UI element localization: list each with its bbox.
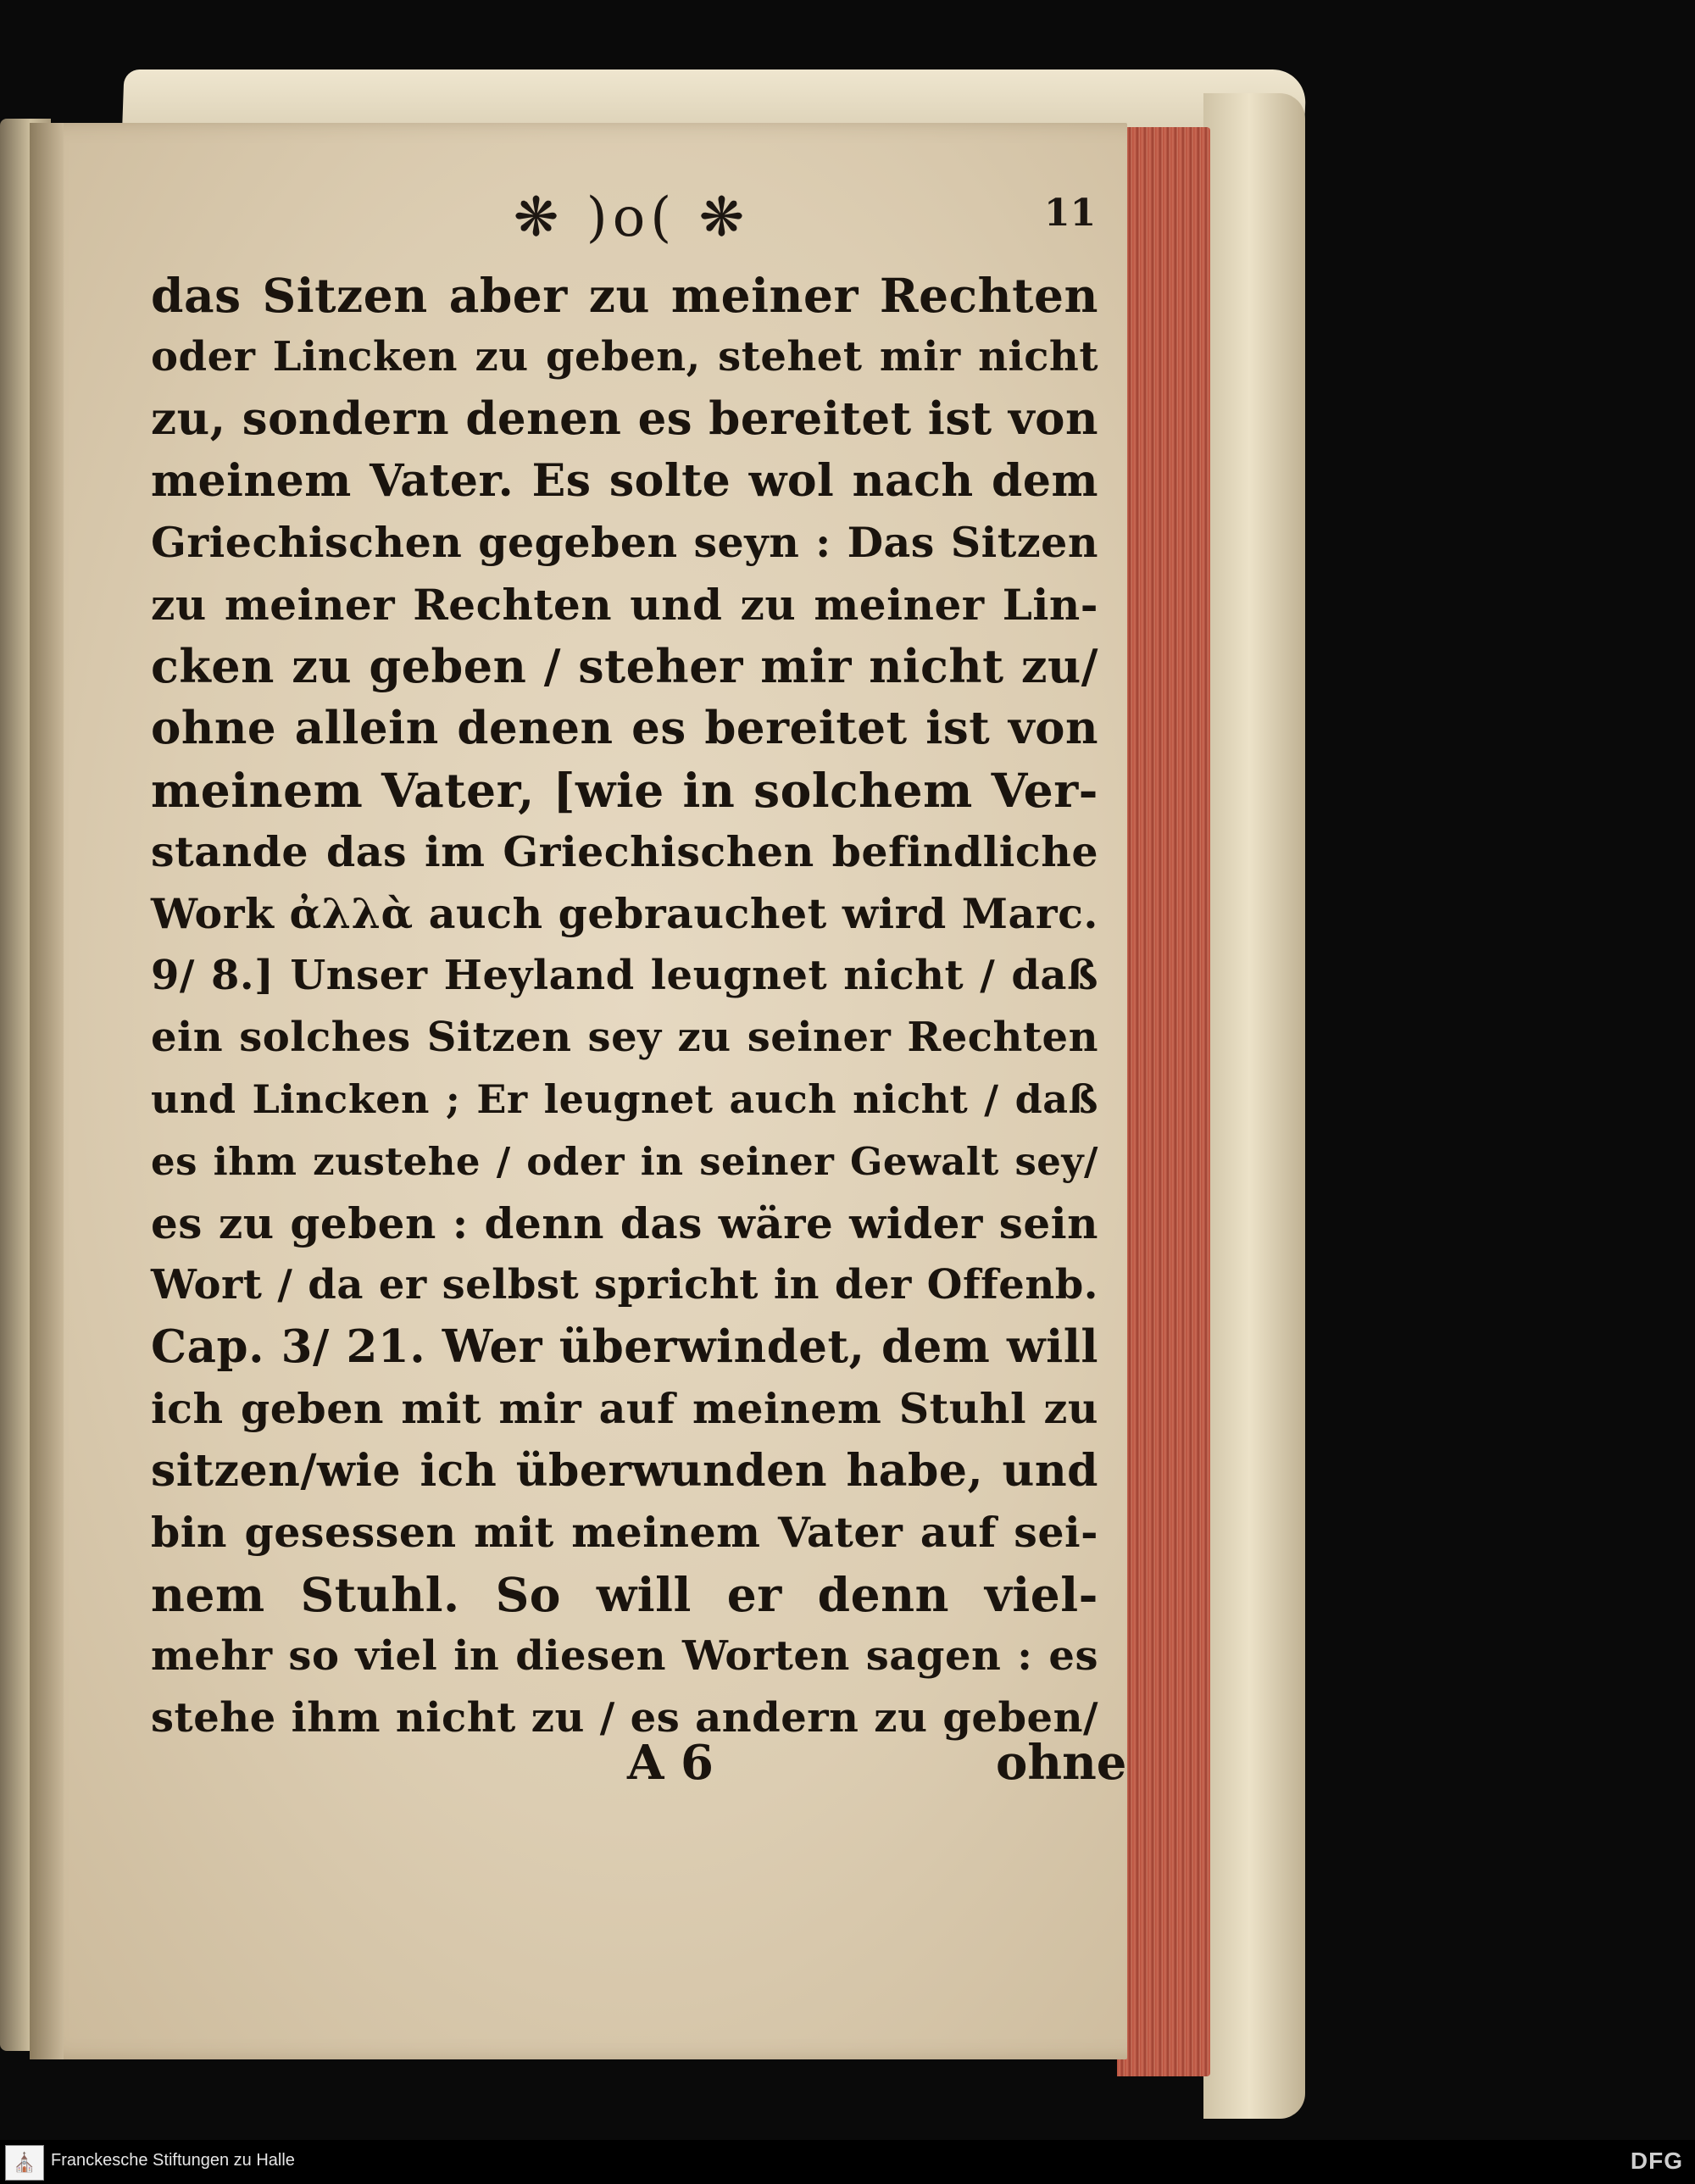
viewer-footer-bar xyxy=(0,2140,1695,2184)
library-name[interactable]: Franckesche Stiftungen zu Halle xyxy=(51,2151,295,2170)
dfg-logo[interactable]: DFG xyxy=(1630,2148,1683,2174)
text-line: und Lincken ; Er leugnet auch nicht / daß xyxy=(151,1076,1098,1122)
text-line: Cap. 3/ 21. Wer überwindet, dem will xyxy=(151,1320,1098,1373)
text-line: oder Lincken zu geben, stehet mir nicht xyxy=(151,333,1098,381)
text-line: cken zu geben / steher mir nicht zu/ xyxy=(151,639,1098,693)
text-line: Griechischen gegeben seyn : Das Sitzen xyxy=(151,518,1098,567)
header-ornament: ❋ )o( ❋ xyxy=(513,186,750,249)
red-page-edges xyxy=(1117,127,1210,2076)
text-line: stehe ihm nicht zu / es andern zu geben/ xyxy=(151,1694,1098,1742)
page-number: 11 xyxy=(1044,192,1097,235)
text-line: meinem Vater, [wie in solchem Ver- xyxy=(151,763,1098,818)
foundation-logo-icon[interactable]: ⛪ xyxy=(5,2145,44,2181)
text-line: meinem Vater. Es solte wol nach dem xyxy=(151,455,1098,507)
book-right-cover xyxy=(1203,93,1305,2119)
text-line: das Sitzen aber zu meiner Rechten xyxy=(151,268,1098,323)
text-line: zu, sondern denen es bereitet ist von xyxy=(151,392,1098,445)
text-line: 9/ 8.] Unser Heyland leugnet nicht / daß xyxy=(151,952,1098,999)
text-line: mehr so viel in diesen Worten sagen : es xyxy=(151,1632,1098,1680)
text-line: Wort / da er selbst spricht in der Offenb. xyxy=(151,1261,1098,1309)
text-line: ich geben mit mir auf meinem Stuhl zu xyxy=(151,1384,1098,1433)
text-line: es ihm zustehe / oder in seiner Gewalt sey/ xyxy=(151,1139,1098,1184)
catchword: ohne xyxy=(996,1735,1127,1791)
text-line: sitzen/wie ich überwunden habe, und xyxy=(151,1445,1098,1497)
text-line: Work ἀλλὰ auch gebrauchet wird Marc. xyxy=(151,889,1098,938)
text-line: ohne allein denen es bereitet ist von xyxy=(151,702,1098,754)
text-line: nem Stuhl. So will er denn viel- xyxy=(151,1567,1098,1622)
text-line: stande das im Griechischen befindliche xyxy=(151,827,1098,876)
text-line: zu meiner Rechten und zu meiner Lin- xyxy=(151,580,1098,630)
body-text xyxy=(151,264,1098,1749)
text-line: ein solches Sitzen sey zu seiner Rechten xyxy=(151,1014,1098,1061)
signature-mark: A 6 xyxy=(627,1735,714,1791)
text-line: bin gesessen mit meinem Vater auf sei- xyxy=(151,1508,1098,1557)
text-line: es zu geben : denn das wäre wider sein xyxy=(151,1198,1098,1248)
page-gutter xyxy=(30,123,64,2059)
